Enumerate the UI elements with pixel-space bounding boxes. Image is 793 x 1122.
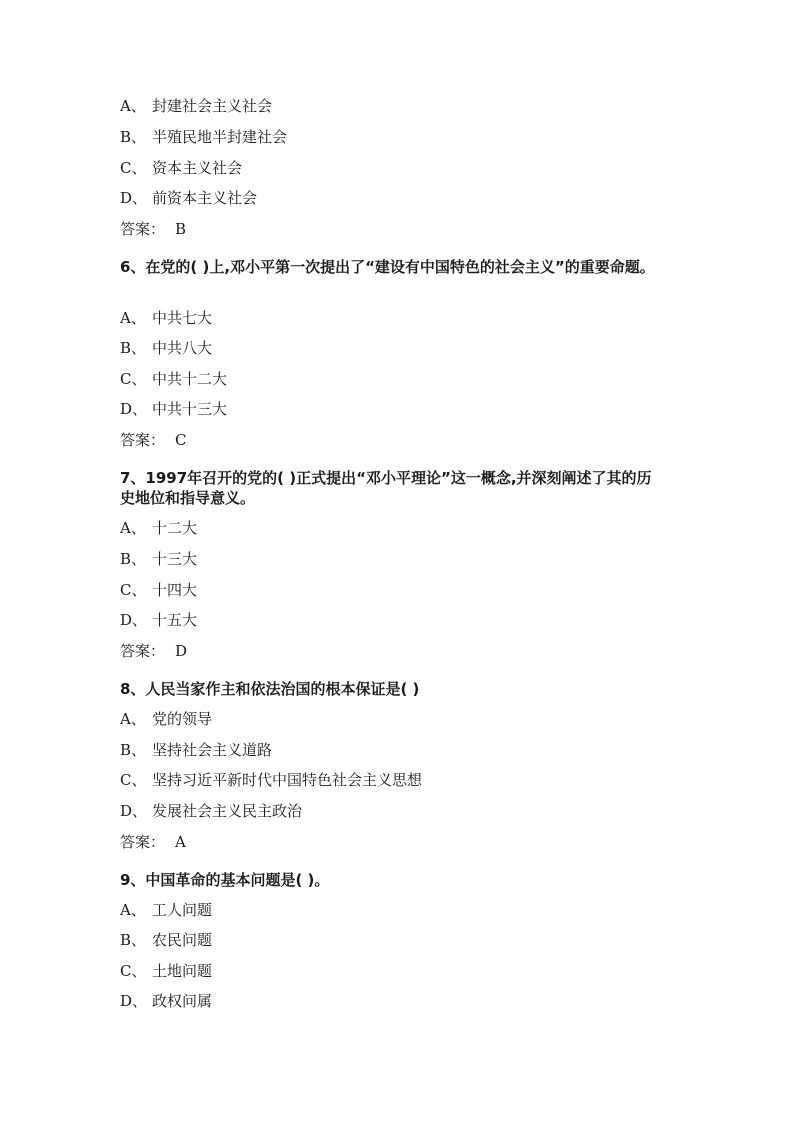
option-a bbox=[120, 519, 197, 537]
option-text: 十四大 bbox=[152, 581, 198, 599]
option-text: 工人问题 bbox=[152, 901, 213, 919]
answer-label: 答案： bbox=[120, 833, 166, 851]
answer-line bbox=[120, 220, 186, 238]
option-text: 十二大 bbox=[152, 519, 198, 537]
option-text: 坚持习近平新时代中国特色社会主义思想 bbox=[152, 771, 423, 789]
option-text: 中共十三大 bbox=[152, 400, 228, 418]
option-letter: B、 bbox=[120, 931, 147, 949]
option-b bbox=[120, 128, 287, 146]
option-c bbox=[120, 771, 422, 789]
option-letter: C、 bbox=[120, 771, 147, 789]
option-text: 中共八大 bbox=[152, 339, 213, 357]
option-letter: C、 bbox=[120, 962, 147, 980]
option-letter: D、 bbox=[120, 611, 148, 629]
option-b bbox=[120, 550, 197, 568]
option-text: 封建社会主义社会 bbox=[152, 97, 273, 115]
option-text: 党的领导 bbox=[152, 710, 213, 728]
option-letter: D、 bbox=[120, 802, 148, 820]
option-letter: C、 bbox=[120, 581, 147, 599]
answer-label: 答案： bbox=[120, 220, 166, 238]
answer-value: B bbox=[175, 220, 187, 238]
option-text: 资本主义社会 bbox=[152, 159, 243, 177]
option-c bbox=[120, 581, 197, 599]
option-text: 十三大 bbox=[152, 550, 198, 568]
option-letter: B、 bbox=[120, 550, 147, 568]
answer-label: 答案： bbox=[120, 642, 166, 660]
option-letter: A、 bbox=[120, 97, 146, 115]
answer-label: 答案： bbox=[120, 431, 166, 449]
option-c bbox=[120, 370, 227, 388]
option-text: 前资本主义社会 bbox=[152, 189, 258, 207]
option-c bbox=[120, 962, 212, 980]
option-a bbox=[120, 309, 212, 327]
option-a bbox=[120, 901, 212, 919]
option-b bbox=[120, 339, 212, 357]
option-letter: A、 bbox=[120, 710, 146, 728]
option-d bbox=[120, 189, 257, 207]
option-letter: B、 bbox=[120, 339, 147, 357]
option-text: 土地问题 bbox=[152, 962, 213, 980]
option-letter: B、 bbox=[120, 128, 147, 146]
option-letter: A、 bbox=[120, 901, 146, 919]
answer-line bbox=[120, 431, 187, 449]
option-text: 中共七大 bbox=[152, 309, 213, 327]
option-d bbox=[120, 611, 197, 629]
option-letter: D、 bbox=[120, 400, 148, 418]
answer-line bbox=[120, 642, 187, 660]
option-d bbox=[120, 802, 302, 820]
option-letter: A、 bbox=[120, 309, 146, 327]
option-text: 政权问属 bbox=[152, 992, 213, 1010]
option-letter: D、 bbox=[120, 189, 148, 207]
question-7: 7、1997年召开的党的( )正式提出“邓小平理论”这一概念,并深刻阐述了其的历史地位和指导意义。 bbox=[120, 469, 652, 507]
question-9: 9、中国革命的基本问题是( )。 bbox=[120, 871, 330, 889]
answer-value: A bbox=[175, 833, 186, 851]
option-text: 发展社会主义民主政治 bbox=[152, 802, 303, 820]
option-a bbox=[120, 97, 272, 115]
option-d bbox=[120, 992, 212, 1010]
question-6: 6、在党的( )上,邓小平第一次提出了“建设有中国特色的社会主义”的重要命题。 bbox=[120, 258, 655, 276]
question-8: 8、人民当家作主和依法治国的根本保证是( ) bbox=[120, 680, 420, 698]
option-letter: C、 bbox=[120, 370, 147, 388]
option-d bbox=[120, 400, 227, 418]
answer-value: D bbox=[175, 642, 188, 660]
option-text: 十五大 bbox=[152, 611, 198, 629]
option-b bbox=[120, 931, 212, 949]
option-text: 中共十二大 bbox=[152, 370, 228, 388]
option-letter: D、 bbox=[120, 992, 148, 1010]
option-text: 半殖民地半封建社会 bbox=[152, 128, 288, 146]
option-letter: C、 bbox=[120, 159, 147, 177]
option-text: 农民问题 bbox=[152, 931, 213, 949]
option-text: 坚持社会主义道路 bbox=[152, 741, 273, 759]
option-letter: B、 bbox=[120, 741, 147, 759]
option-b bbox=[120, 741, 272, 759]
option-c bbox=[120, 159, 242, 177]
option-a bbox=[120, 710, 212, 728]
option-letter: A、 bbox=[120, 519, 146, 537]
answer-line bbox=[120, 833, 186, 851]
answer-value: C bbox=[175, 431, 187, 449]
